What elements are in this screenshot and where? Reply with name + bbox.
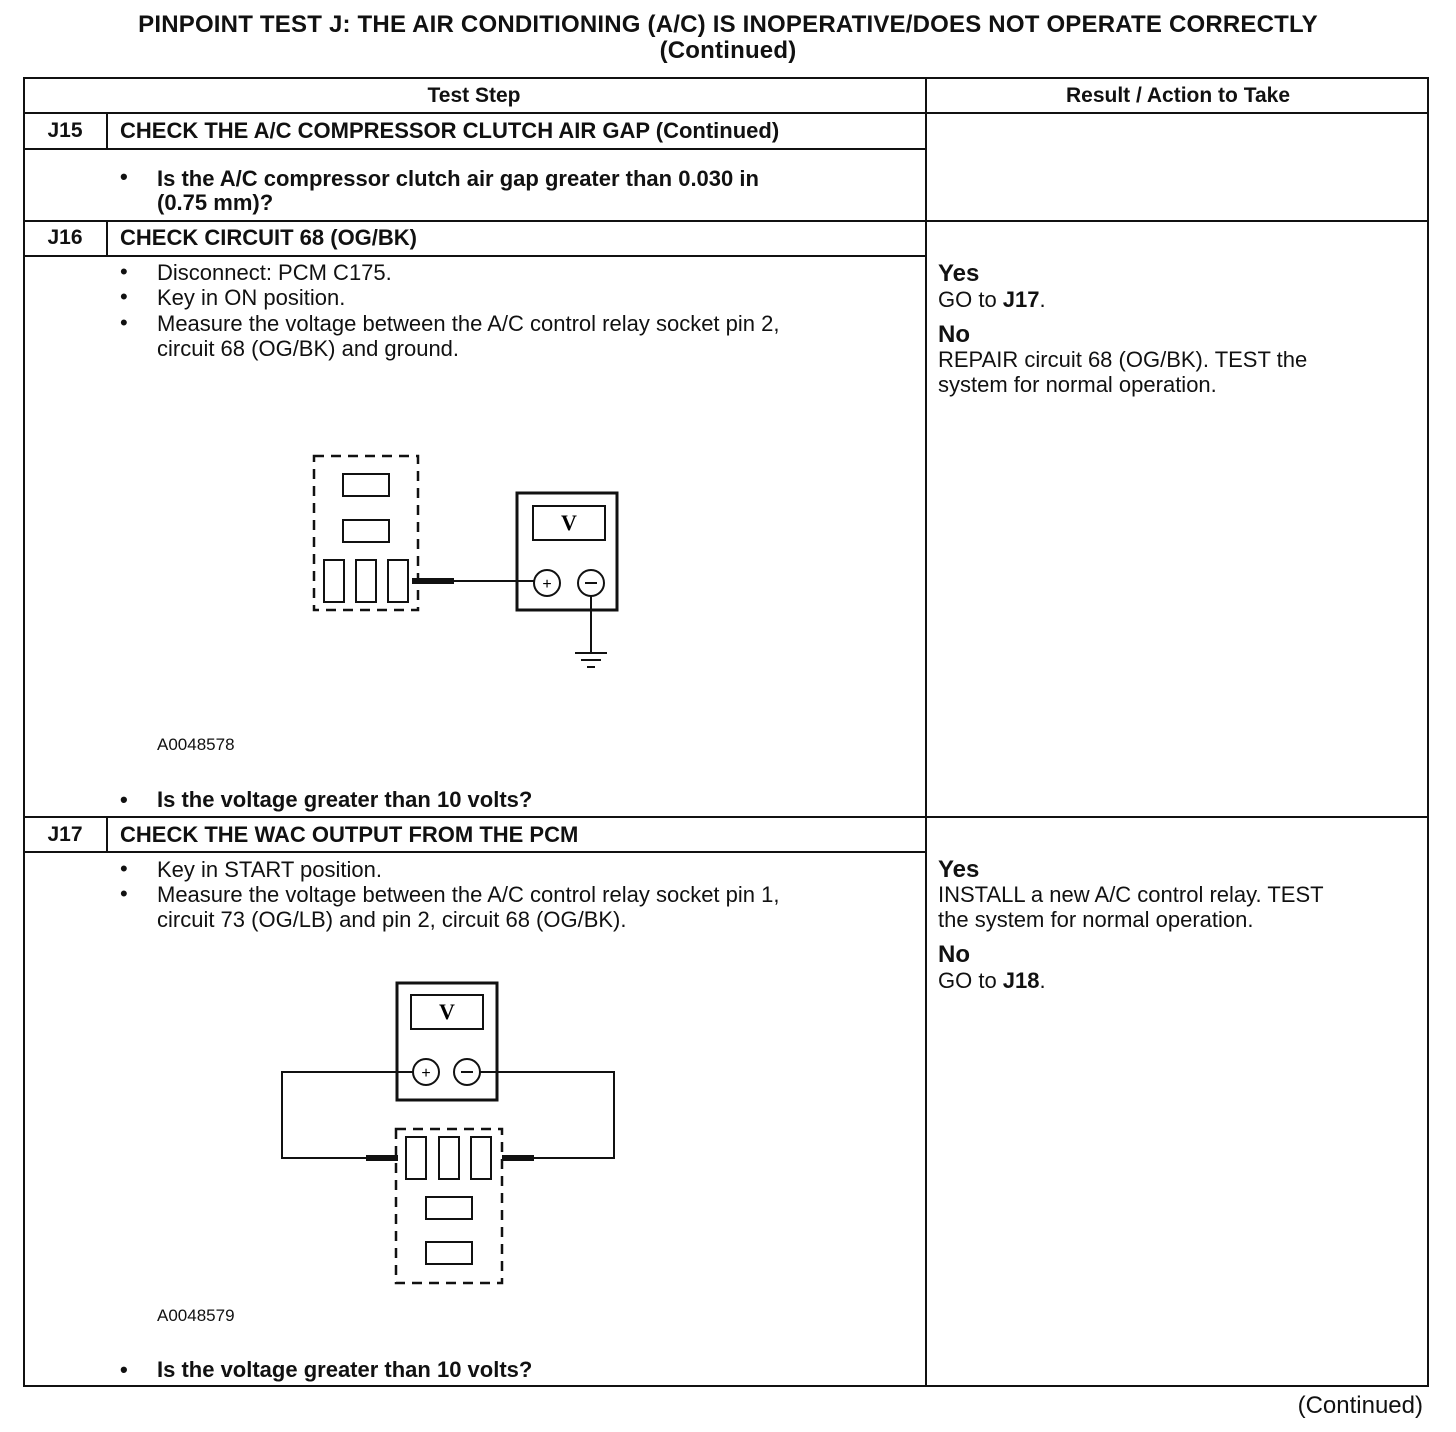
j16-no-label: No <box>938 321 970 348</box>
column-divider <box>925 77 927 1387</box>
j17-bullet-question: • <box>120 1357 128 1382</box>
j15-bullet: • <box>120 164 128 189</box>
j16-yes-label: Yes <box>938 260 980 287</box>
row-rule-j16-j17 <box>23 816 1429 818</box>
j17-yes-text-1: INSTALL a new A/C control relay. TEST <box>938 882 1324 907</box>
j17-yes-label: Yes <box>938 856 980 883</box>
j17-no-step-ref[interactable]: J18 <box>1002 968 1040 993</box>
svg-text:+: + <box>542 576 552 593</box>
j16-no-text-1: REPAIR circuit 68 (OG/BK). TEST the <box>938 347 1308 372</box>
step-id-j15: J15 <box>47 119 83 142</box>
j17-no-text: GO to J18. <box>938 968 1046 993</box>
negative-lead <box>480 1072 614 1158</box>
j15-question-line-1: Is the A/C compressor clutch air gap greater than 0.030 in <box>157 166 759 191</box>
relay-pin-3 <box>439 1137 459 1179</box>
relay-socket-slot-middle <box>426 1197 472 1219</box>
j16-action-1: Disconnect: PCM C175. <box>157 260 392 285</box>
relay-socket-outline <box>314 456 418 610</box>
j16-bullet-3: • <box>120 310 128 335</box>
j16-heading: CHECK CIRCUIT 68 (OG/BK) <box>120 225 418 250</box>
j17-bullet-1: • <box>120 856 128 881</box>
header-test-step: Test Step <box>427 84 521 107</box>
test-probe-left <box>366 1155 398 1161</box>
header-result: Result / Action to Take <box>1065 84 1291 107</box>
header-rule <box>23 112 1429 114</box>
test-probe <box>412 578 454 584</box>
relay-pin-2 <box>471 1137 491 1179</box>
j17-action-2-cont: circuit 73 (OG/LB) and pin 2, circuit 68 (OG/BK). <box>157 907 627 932</box>
j16-question: Is the voltage greater than 10 volts? <box>157 787 533 812</box>
j16-yes-text: GO to J17. <box>938 287 1046 312</box>
j15-id-divider <box>106 114 108 148</box>
j17-heading-rule <box>23 851 927 853</box>
multimeter-display-label: V <box>561 510 577 535</box>
j17-heading: CHECK THE WAC OUTPUT FROM THE PCM <box>120 822 579 847</box>
j17-yes-text-2: the system for normal operation. <box>938 907 1254 932</box>
positive-lead <box>282 1072 413 1158</box>
relay-socket-slot-top <box>343 474 389 496</box>
svg-text:+: + <box>421 1065 431 1082</box>
j16-voltmeter-diagram <box>300 450 640 680</box>
j17-voltmeter-diagram <box>270 975 640 1290</box>
relay-pin-2 <box>388 560 408 602</box>
j16-action-3: Measure the voltage between the A/C control relay socket pin 2, <box>157 311 780 336</box>
j16-action-2: Key in ON position. <box>157 285 346 310</box>
row-rule-j15-j16 <box>23 220 1429 222</box>
j16-bullet-1: • <box>120 259 128 284</box>
j16-bullet-question: • <box>120 787 128 812</box>
step-id-j17: J17 <box>47 823 83 846</box>
j16-id-divider <box>106 222 108 255</box>
j15-heading: CHECK THE A/C COMPRESSOR CLUTCH AIR GAP (Continued) <box>120 118 780 143</box>
relay-pin-1 <box>324 560 344 602</box>
relay-socket-slot-middle <box>343 520 389 542</box>
j17-id-divider <box>106 818 108 851</box>
j17-action-1: Key in START position. <box>157 857 382 882</box>
j16-bullet-2: • <box>120 284 128 309</box>
relay-socket-slot-bottom <box>426 1242 472 1264</box>
step-id-j16: J16 <box>47 226 83 249</box>
multimeter-display-label: V <box>439 999 455 1024</box>
relay-socket-outline <box>396 1129 502 1283</box>
j17-no-label: No <box>938 941 970 968</box>
title-line-1: PINPOINT TEST J: THE AIR CONDITIONING (A/C) IS INOPERATIVE/DOES NOT OPERATE CORRECTLY <box>138 11 1318 38</box>
j15-question-line-2: (0.75 mm)? <box>157 190 274 215</box>
j16-heading-rule <box>23 255 927 257</box>
j17-question: Is the voltage greater than 10 volts? <box>157 1357 533 1382</box>
j17-action-2: Measure the voltage between the A/C control relay socket pin 1, <box>157 882 780 907</box>
j16-figure-id: A0048578 <box>157 735 235 754</box>
j15-heading-rule <box>23 148 927 150</box>
relay-pin-1 <box>406 1137 426 1179</box>
j16-yes-step-ref[interactable]: J17 <box>1002 287 1040 312</box>
j17-figure-id: A0048579 <box>157 1306 235 1325</box>
page-title <box>0 12 1456 64</box>
relay-pin-3 <box>356 560 376 602</box>
j16-no-text-2: system for normal operation. <box>938 372 1217 397</box>
j17-bullet-2: • <box>120 881 128 906</box>
test-probe-right <box>502 1155 534 1161</box>
j16-action-3-cont: circuit 68 (OG/BK) and ground. <box>157 336 460 361</box>
title-line-2: (Continued) <box>659 37 797 64</box>
continued-footer: (Continued) <box>1297 1392 1423 1419</box>
